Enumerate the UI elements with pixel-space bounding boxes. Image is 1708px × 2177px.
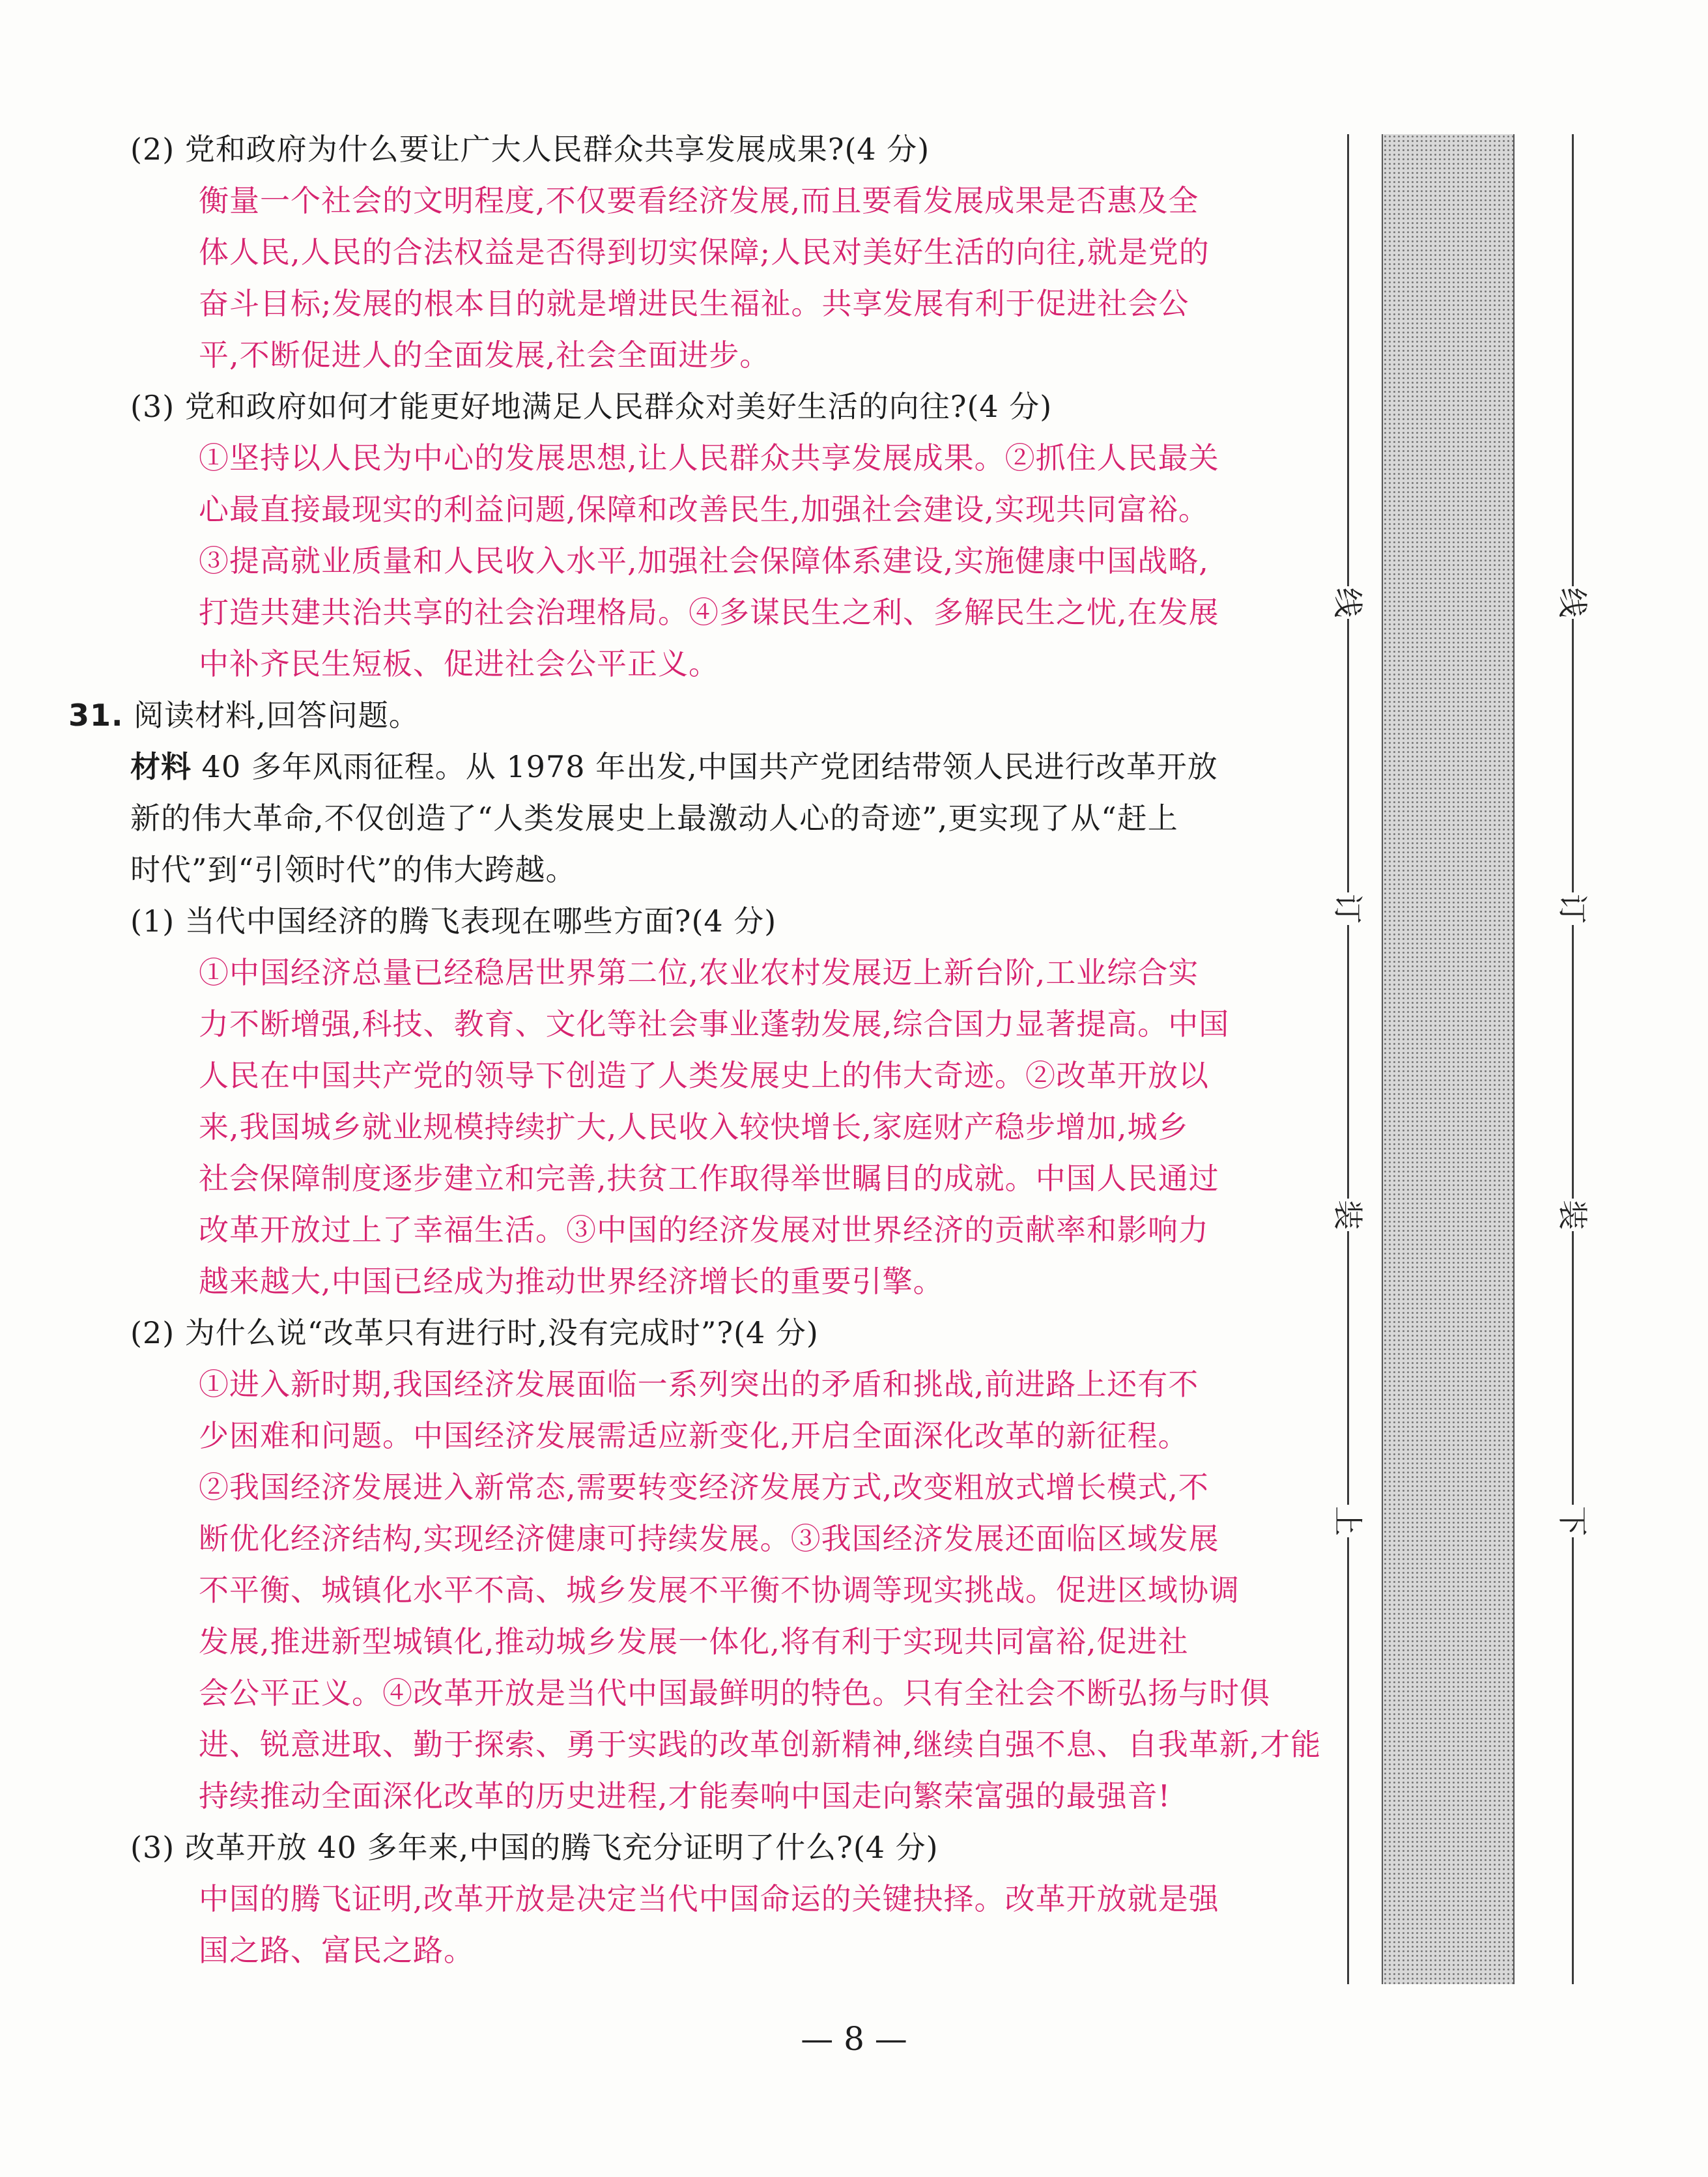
material-line — [68, 844, 1309, 896]
answer-line — [68, 1565, 1309, 1616]
binding-mark-left-zhuang: 装 — [1330, 1200, 1365, 1230]
line-text: (2) 党和政府为什么要让广大人民群众共享发展成果?(4 分) — [130, 132, 930, 167]
binding-mark-right-zhuang: 装 — [1555, 1200, 1590, 1230]
line-text: 不平衡、城镇化水平不高、城乡发展不平衡不协调等现实挑战。促进区域协调 — [199, 1572, 1240, 1608]
line-text: 进、锐意进取、勤于探索、勇于实践的改革创新精神,继续自强不息、自我革新,才能 — [199, 1727, 1322, 1762]
answer-line — [68, 1873, 1309, 1925]
answer-line — [68, 330, 1309, 381]
line-text: ①中国经济总量已经稳居世界第二位,农业农村发展迈上新台阶,工业综合实 — [199, 955, 1199, 990]
question-line — [68, 124, 1309, 175]
answer-line — [68, 1771, 1309, 1822]
material-line — [68, 793, 1309, 844]
question-line — [68, 381, 1309, 433]
binding-mark-right-xia: 下 — [1555, 1506, 1590, 1536]
binding-mark-right-ding: 订 — [1555, 894, 1590, 924]
line-text: 社会保障制度逐步建立和完善,扶贫工作取得举世瞩目的成就。中国人民通过 — [199, 1161, 1219, 1196]
answer-line — [68, 1668, 1309, 1719]
answer-line — [68, 1616, 1309, 1668]
material-label: 材料 — [130, 749, 192, 784]
question-line — [68, 896, 1309, 947]
question-number: 31. — [68, 698, 124, 733]
answer-line — [68, 1102, 1309, 1153]
line-text: (3) 党和政府如何才能更好地满足人民群众对美好生活的向往?(4 分) — [130, 389, 1053, 424]
line-text: 新的伟大革命,不仅创造了“人类发展史上最激动人心的奇迹”,更实现了从“赶上 — [130, 801, 1178, 836]
line-text: 断优化经济结构,实现经济健康可持续发展。③我国经济发展还面临区域发展 — [199, 1521, 1219, 1556]
line-text: ①坚持以人民为中心的发展思想,让人民群众共享发展成果。②抓住人民最关 — [199, 440, 1219, 476]
answer-line — [68, 175, 1309, 227]
line-text: ②我国经济发展进入新常态,需要转变经济发展方式,改变粗放式增长模式,不 — [199, 1470, 1209, 1505]
line-text: 发展,推进新型城镇化,推动城乡发展一体化,将有利于实现共同富裕,促进社 — [199, 1624, 1189, 1659]
line-text: (2) 为什么说“改革只有进行时,没有完成时”?(4 分) — [130, 1315, 819, 1350]
line-text: (3) 改革开放 40 多年来,中国的腾飞充分证明了什么?(4 分) — [130, 1830, 939, 1865]
binding-mark-left-xian: 线 — [1330, 588, 1365, 618]
answer-line — [68, 1204, 1309, 1256]
answer-line — [68, 1462, 1309, 1513]
binding-strip — [1330, 134, 1590, 1984]
question-31-heading — [68, 690, 1309, 741]
binding-line-right — [1572, 134, 1574, 1984]
line-text: 心最直接最现实的利益问题,保障和改善民生,加强社会建设,实现共同富裕。 — [199, 492, 1209, 527]
answer-line — [68, 1410, 1309, 1462]
answer-line — [68, 1359, 1309, 1410]
binding-hatch — [1382, 134, 1515, 1984]
page-number: — 8 — — [801, 2020, 907, 2058]
line-text: 打造共建共治共享的社会治理格局。④多谋民生之利、多解民生之忧,在发展 — [199, 595, 1219, 630]
line-text: 平,不断促进人的全面发展,社会全面进步。 — [199, 337, 771, 373]
answer-line — [68, 535, 1309, 587]
line-text: ③提高就业质量和人民收入水平,加强社会保障体系建设,实施健康中国战略, — [199, 543, 1209, 578]
answer-line — [68, 1256, 1309, 1307]
line-text: 越来越大,中国已经成为推动世界经济增长的重要引擎。 — [199, 1264, 944, 1299]
line-text: 衡量一个社会的文明程度,不仅要看经济发展,而且要看发展成果是否惠及全 — [199, 183, 1199, 218]
line-text: ①进入新时期,我国经济发展面临一系列突出的矛盾和挑战,前进路上还有不 — [199, 1367, 1199, 1402]
material-line — [68, 741, 1309, 793]
binding-mark-right-xian: 线 — [1555, 588, 1590, 618]
line-text: 中补齐民生短板、促进社会公平正义。 — [199, 646, 719, 681]
line-text: 国之路、富民之路。 — [199, 1933, 474, 1968]
line-text: 人民在中国共产党的领导下创造了人类发展史上的伟大奇迹。②改革开放以 — [199, 1058, 1209, 1093]
line-text: 少困难和问题。中国经济发展需适应新变化,开启全面深化改革的新征程。 — [199, 1418, 1189, 1453]
line-text: 力不断增强,科技、教育、文化等社会事业蓬勃发展,综合国力显著提高。中国 — [199, 1006, 1230, 1042]
question-line — [68, 1307, 1309, 1359]
content-area — [68, 124, 1322, 1976]
answer-line — [68, 1925, 1309, 1976]
answer-line — [68, 947, 1309, 999]
line-text: (1) 当代中国经济的腾飞表现在哪些方面?(4 分) — [130, 904, 777, 939]
question-line — [68, 1822, 1309, 1873]
line-text: 体人民,人民的合法权益是否得到切实保障;人民对美好生活的向往,就是党的 — [199, 235, 1210, 270]
answer-line — [68, 227, 1309, 278]
answer-line — [68, 999, 1309, 1050]
answer-line — [68, 638, 1309, 690]
line-text: 时代”到“引领时代”的伟大跨越。 — [130, 852, 576, 887]
binding-mark-left-ding: 订 — [1330, 894, 1365, 924]
binding-line-left — [1347, 134, 1349, 1984]
answer-line — [68, 278, 1309, 330]
line-text: 40 多年风雨征程。从 1978 年出发,中国共产党团结带领人民进行改革开放 — [192, 749, 1218, 784]
answer-line — [68, 1153, 1309, 1204]
line-text: 奋斗目标;发展的根本目的就是增进民生福祉。共享发展有利于促进社会公 — [199, 286, 1189, 321]
line-text: 改革开放过上了幸福生活。③中国的经济发展对世界经济的贡献率和影响力 — [199, 1212, 1209, 1247]
answer-line — [68, 484, 1309, 535]
answer-line — [68, 1719, 1322, 1771]
answer-line — [68, 433, 1309, 484]
answer-line — [68, 1050, 1309, 1102]
answer-line — [68, 1513, 1309, 1565]
line-text: 会公平正义。④改革开放是当代中国最鲜明的特色。只有全社会不断弘扬与时俱 — [199, 1675, 1270, 1711]
line-text: 来,我国城乡就业规模持续扩大,人民收入较快增长,家庭财产稳步增加,城乡 — [199, 1109, 1189, 1145]
binding-mark-left-shang: 上 — [1330, 1506, 1365, 1536]
line-text: 阅读材料,回答问题。 — [123, 698, 420, 733]
line-text: 持续推动全面深化改革的历史进程,才能奏响中国走向繁荣富强的最强音! — [199, 1778, 1171, 1814]
line-text: 中国的腾飞证明,改革开放是决定当代中国命运的关键抉择。改革开放就是强 — [199, 1881, 1219, 1916]
answer-line — [68, 587, 1309, 638]
